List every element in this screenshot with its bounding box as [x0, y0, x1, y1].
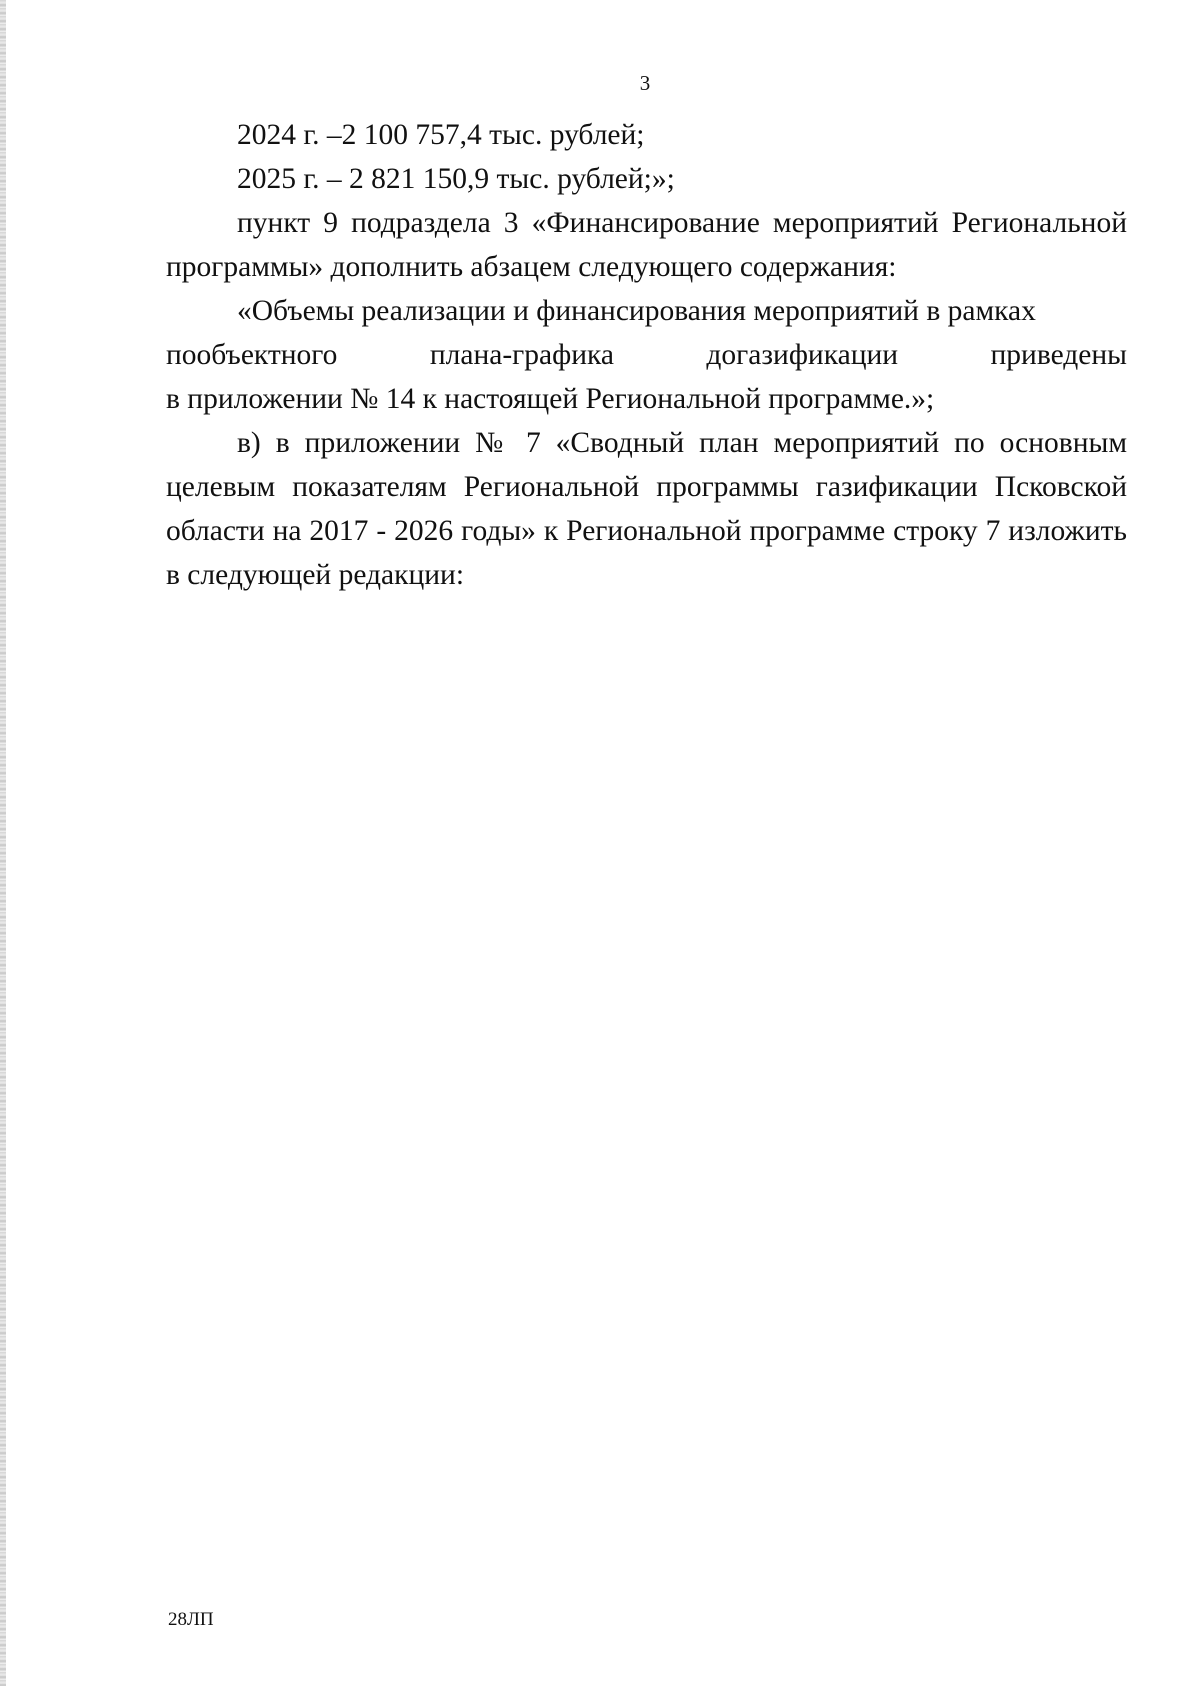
paragraph-v: в) в приложении № 7 «Сводный план мероприятий по основным целевым показателям Региональной программы газификации Псковской области на 2017 - 2026 годы» к Региональной программе строку 7 изложить в следующей редакции: — [166, 427, 1127, 591]
document-body — [166, 113, 1127, 597]
quoted-paragraph — [166, 289, 1127, 421]
page-number: 3 — [639, 71, 651, 95]
quoted-line-2 — [166, 333, 1127, 377]
paragraph-punkt-9: пункт 9 подраздела 3 «Финансирование мероприятий Региональной программы» дополнить абзацем следующего содержания: — [166, 207, 1127, 283]
quoted-word: догазификации — [706, 339, 899, 371]
quoted-line-1-text: «Объемы реализации и финансирования мероприятий в рамках — [237, 295, 1036, 327]
footer-code: 28ЛП — [168, 1609, 214, 1630]
funding-line-2024: 2024 г. –2 100 757,4 тыс. рублей; — [237, 119, 645, 151]
funding-line-2025: 2025 г. – 2 821 150,9 тыс. рублей;»; — [237, 163, 675, 195]
quoted-word: плана-графика — [429, 339, 614, 371]
quoted-word: приведены — [990, 339, 1127, 371]
quoted-line-1 — [166, 289, 1127, 333]
scan-edge — [0, 0, 6, 1686]
quoted-line-3: в приложении № 14 к настоящей Региональной программе.»; — [166, 383, 935, 415]
quoted-word: пообъектного — [166, 339, 338, 371]
